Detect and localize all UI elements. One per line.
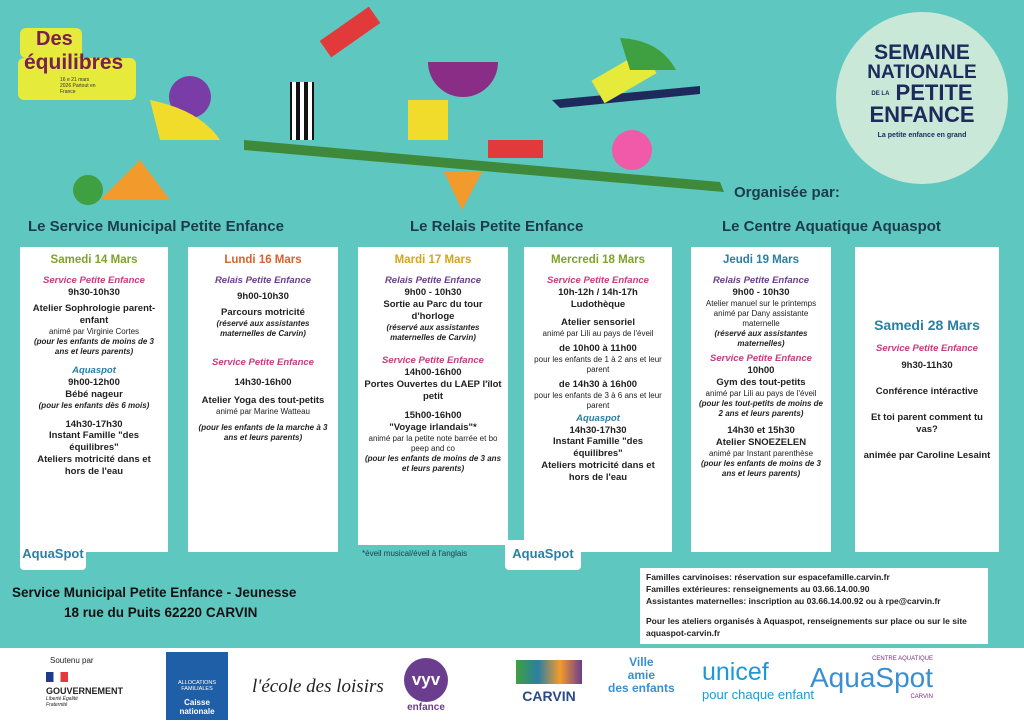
info-line: Familles extérieures: renseignements au 03.66.14.00.90: [646, 583, 870, 594]
carvin-logo: [516, 660, 582, 704]
org-label: Aquaspot: [72, 364, 116, 376]
activity: Parcours motricité: [221, 307, 305, 319]
org-label: Relais Petite Enfance: [214, 275, 312, 287]
note: (pour les enfants de moins de 3 ans et leurs parents): [364, 454, 502, 474]
sn-line2: NATIONALE: [867, 62, 977, 83]
ecole-logo: l'école des loisirs: [252, 676, 384, 697]
activity: Atelier Sophrologie parent-enfant: [32, 303, 156, 326]
badge-title-line2: équilibres: [24, 51, 124, 74]
time: 14h30-17h30: [65, 418, 123, 430]
note: (réservé aux assistantes maternelles): [714, 329, 808, 349]
activity: Ateliers motricité dans et hors de l'eau: [541, 460, 655, 483]
tilted-block: [320, 7, 381, 58]
host: animé par Lili au pays de l'éveil: [705, 388, 817, 398]
time: 14h30 et 15h30: [727, 424, 795, 436]
card-lundi-16: [188, 247, 338, 552]
activity: Gym des tout-petits: [716, 376, 806, 388]
org-label: Relais Petite Enfance: [712, 275, 810, 287]
activity: Atelier Yoga des tout-petits: [201, 394, 325, 406]
aquaspot-name: AquaSpot: [22, 546, 84, 561]
activity: Conférence intéractive: [875, 386, 979, 398]
card-day: Samedi 28 Mars: [874, 317, 980, 333]
org-label: Aquaspot: [576, 412, 620, 424]
info-line: Familles carvinoises: réservation sur espacefamille.carvin.fr: [646, 572, 890, 582]
aquaspot-name: AquaSpot: [512, 546, 574, 561]
sn-line5: ENFANCE: [869, 102, 975, 127]
badge-title-line1: Des: [36, 28, 73, 50]
vyv-sub: enfance: [407, 702, 445, 713]
sn-logo: [836, 12, 1008, 184]
address-line2: 18 rue du Puits 62220 CARVIN: [64, 604, 258, 620]
org-label: Relais Petite Enfance: [384, 275, 482, 287]
vyv-logo: [404, 658, 448, 713]
sn-line3: DE LA: [871, 91, 890, 98]
activity: Instant Famille "des équilibres": [48, 430, 140, 454]
square-shape: [408, 100, 448, 140]
note: (pour les enfants de la marche à 3 ans et leurs parents): [198, 422, 328, 442]
org-label: Service Petite Enfance: [547, 275, 649, 287]
card-day: Jeudi 19 Mars: [722, 254, 800, 266]
note: (pour les tout-petits de moins de 2 ans et leurs parents): [698, 398, 823, 418]
org-label: Service Petite Enfance: [710, 353, 812, 365]
section-relais: Le Relais Petite Enfance: [410, 218, 584, 235]
activity: Ludothèque: [570, 299, 626, 311]
ville-line2: amie: [627, 668, 656, 683]
time: 9h00-12h00: [68, 376, 120, 388]
section-service-municipal: Le Service Municipal Petite Enfance: [28, 218, 284, 235]
sn-line1: SEMAINE: [874, 41, 970, 64]
host: animé par la petite note barrée et bo peep and co: [368, 434, 498, 454]
gouv-label: GOUVERNEMENT: [46, 686, 124, 696]
info-box: [640, 568, 988, 644]
card-day: Lundi 16 Mars: [224, 254, 302, 266]
host: animé par Instant parenthèse: [708, 448, 814, 458]
address-line1: Service Municipal Petite Enfance - Jeunesse: [12, 585, 297, 600]
event-badge: [24, 20, 144, 95]
note: (réservé aux assistantes maternelles de Carvin): [216, 319, 310, 338]
gouvernement-logo: [46, 672, 123, 708]
aqua-sub: CARVIN: [910, 694, 933, 700]
time: 14h30-16h00: [234, 376, 292, 388]
note: pour les enfants de 3 à 6 ans et leur parent: [534, 390, 662, 410]
carvin-label: CARVIN: [522, 688, 576, 704]
unicef-name: unicef: [702, 658, 769, 686]
org-label: Service Petite Enfance: [876, 342, 978, 354]
badge-small-text: 16 e 21 mars 2026 Partout en France: [60, 77, 96, 95]
footnote: *éveil musical/éveil à l'anglais: [362, 549, 468, 558]
card-jeudi-19: [691, 247, 831, 552]
aquaspot-logo: [810, 656, 933, 700]
vyv-name: vyv: [404, 658, 448, 702]
time: de 14h30 à 16h00: [558, 378, 638, 390]
activity: Instant Famille "des équilibres": [552, 436, 644, 460]
activity: Atelier sensoriel: [561, 317, 635, 328]
unicef-logo: [702, 658, 814, 702]
caf-label: ALLOCATIONS FAMILIALES: [177, 680, 217, 692]
activity: Sortie au Parc du tour d'horloge: [383, 299, 483, 322]
card-day: Mardi 17 Mars: [394, 254, 472, 266]
time: 14h30-17h30: [569, 424, 627, 436]
footer-logos: [0, 648, 1024, 725]
org-label: Service Petite Enfance: [43, 275, 145, 287]
activity: Portes Ouvertes du LAEP l'îlot petit: [364, 378, 502, 402]
host: animée par Caroline Lesaint: [863, 449, 991, 461]
caf-logo: [166, 652, 228, 720]
org-label: Service Petite Enfance: [212, 357, 314, 368]
aqua-small: CENTRE AQUATIQUE: [872, 656, 933, 662]
small-triangle: [444, 172, 482, 210]
activity: Ateliers motricité dans et hors de l'eau: [37, 454, 151, 477]
host: animé par Lili au pays de l'éveil: [542, 328, 654, 338]
card-samedi-14: [20, 247, 168, 552]
time: de 10h00 à 11h00: [559, 342, 637, 354]
host: animé par Marine Watteau: [216, 406, 310, 416]
activity: "Voyage irlandais"*: [389, 422, 477, 434]
time: 10h-12h / 14h-17h: [558, 287, 638, 299]
info-line: Pour les ateliers organisés à Aquaspot, renseignements sur place ou sur le site aquaspot-carvin.fr: [646, 615, 967, 638]
time: 14h00-16h00: [404, 366, 462, 378]
sn-line4: PETITE: [895, 80, 973, 105]
balance-beam: [244, 140, 724, 192]
card-mardi-17: [358, 247, 508, 545]
caf-sub: Caisse nationale: [179, 698, 215, 716]
activity: Atelier manuel sur le printemps animé par Dany assistante maternelle: [705, 299, 817, 329]
card-samedi-28: [855, 247, 999, 552]
host: animé par Virginie Cortes: [48, 326, 140, 336]
sn-tagline: La petite enfance en grand: [877, 132, 967, 139]
aquaspot-badge-1: [20, 540, 86, 570]
soutenu-label: Soutenu par: [50, 656, 94, 665]
note: pour les enfants de 1 à 2 ans et leur parent: [534, 354, 662, 374]
address: [12, 583, 296, 622]
time: 10h00: [747, 365, 775, 376]
note: (pour les enfants de moins de 3 ans et leurs parents): [700, 458, 822, 478]
info-line: Assistantes maternelles: inscription au 03.66.14.00.92 ou à rpe@carvin.fr: [646, 595, 941, 606]
time: 9h00-10h30: [237, 291, 289, 303]
ville-line1: Ville: [629, 655, 654, 669]
organised-by: Organisée par:: [734, 184, 840, 201]
pink-circle: [612, 130, 652, 170]
card-day: Mercredi 18 Mars: [551, 254, 645, 266]
time: 9h30-11h30: [901, 360, 953, 372]
aquaspot-badge-2: [505, 540, 581, 570]
red-stripe-block: [488, 140, 543, 158]
ville-amie-logo: [608, 656, 675, 696]
note: (pour les enfants dès 6 mois): [38, 400, 150, 410]
section-aquaspot: Le Centre Aquatique Aquaspot: [722, 218, 941, 235]
activity: Bébé nageur: [65, 388, 123, 400]
orange-triangle: [100, 160, 170, 200]
org-label: Service Petite Enfance: [382, 354, 484, 366]
note: (réservé aux assistantes maternelles de Carvin): [386, 322, 480, 342]
time: 15h00-16h00: [404, 410, 462, 422]
activity: Et toi parent comment tu vas?: [871, 412, 983, 435]
activity: Atelier SNOEZELEN: [715, 436, 807, 448]
ville-line3: des enfants: [608, 681, 675, 696]
half-circle-shape: [428, 62, 498, 97]
note: (pour les enfants de moins de 3 ans et leurs parents): [33, 336, 155, 356]
time: 9h30-10h30: [68, 287, 120, 299]
time: 9h00 - 10h30: [404, 287, 462, 299]
gouv-motto: Liberté Égalité Fraternité: [46, 696, 78, 708]
unicef-sub: pour chaque enfant: [702, 687, 815, 702]
card-day: Samedi 14 Mars: [50, 254, 138, 266]
time: 9h00 - 10h30: [732, 287, 790, 299]
aqua-name: AquaSpot: [810, 662, 933, 693]
card-mercredi-18: [524, 247, 672, 552]
